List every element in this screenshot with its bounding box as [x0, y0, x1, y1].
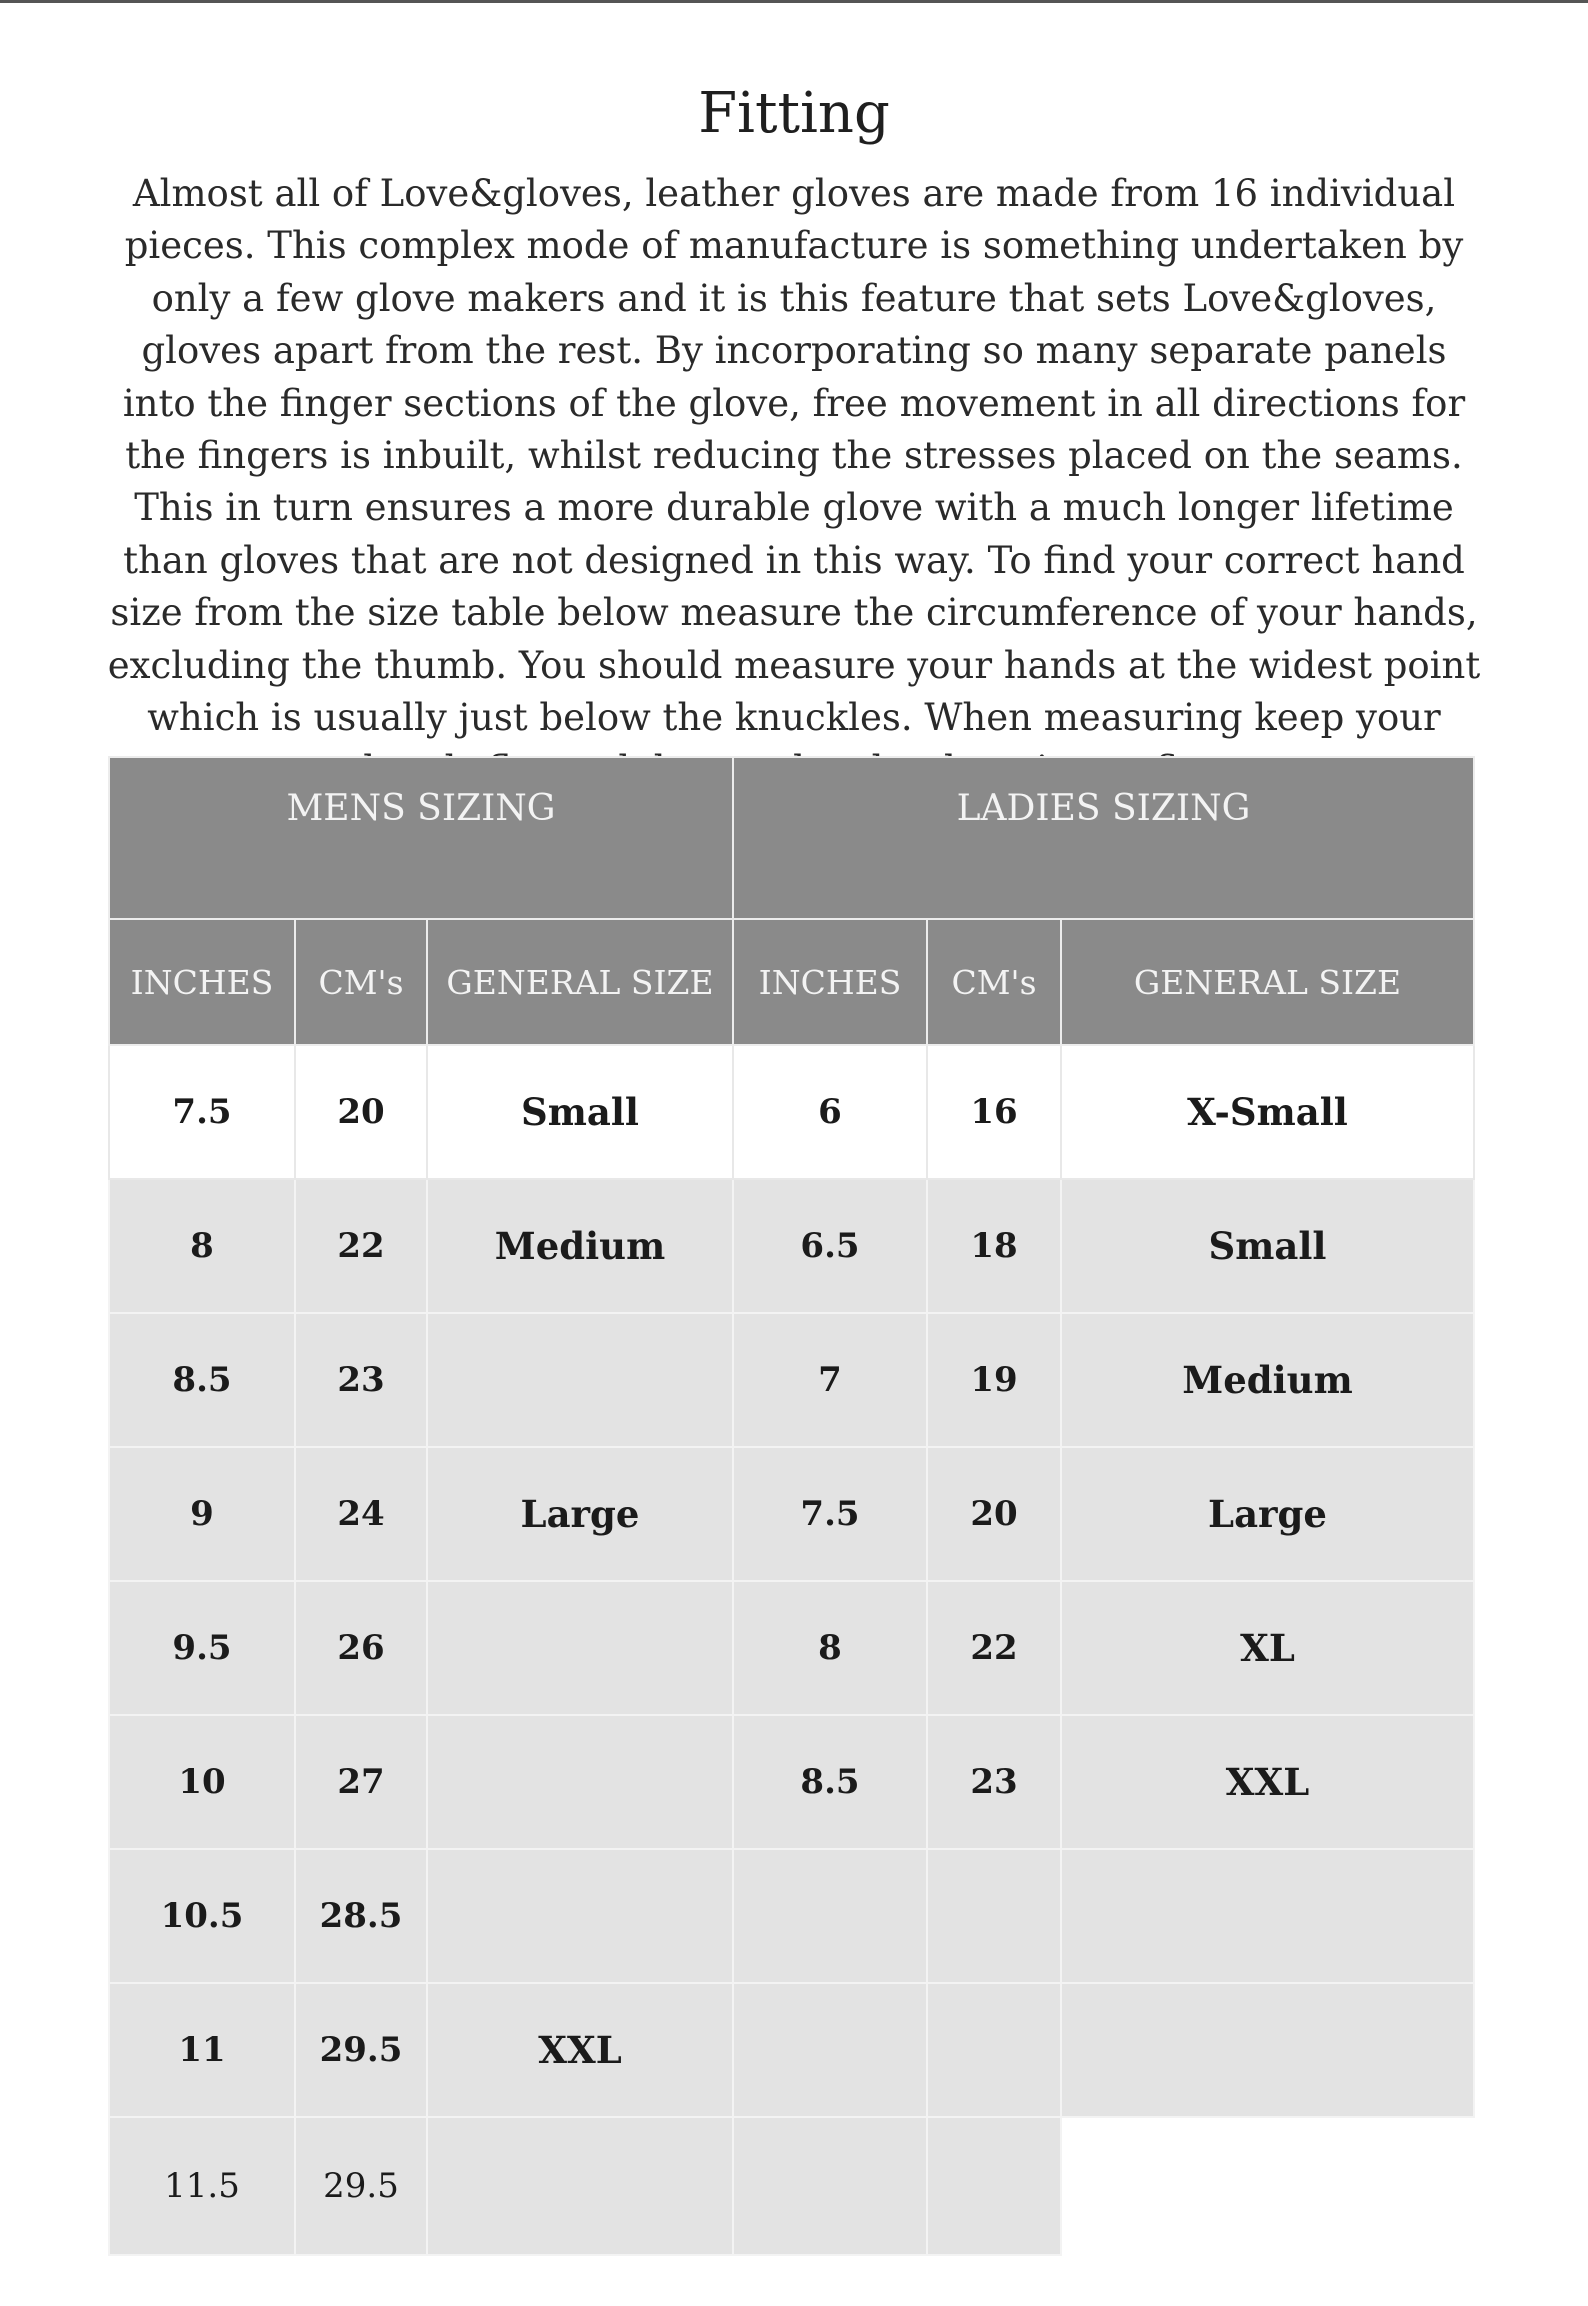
- ladies-inches-cell: [733, 1849, 927, 1983]
- mens-cms-cell: 20: [295, 1045, 427, 1179]
- mens-cms-header: CM's: [295, 919, 427, 1045]
- mens-cms-cell: 22: [295, 1179, 427, 1313]
- mens-general-size-cell: [427, 1313, 733, 1447]
- top-border-line: [0, 0, 1588, 3]
- table-row: [109, 1983, 1474, 2117]
- mens-inches-cell: 10: [109, 1715, 295, 1849]
- ladies-cms-cell: [927, 2117, 1061, 2255]
- ladies-inches-cell: [733, 1983, 927, 2117]
- ladies-cms-cell: [927, 1849, 1061, 1983]
- ladies-cms-header: CM's: [927, 919, 1061, 1045]
- mens-inches-cell: 10.5: [109, 1849, 295, 1983]
- mens-cms-cell: 23: [295, 1313, 427, 1447]
- mens-cms-cell: 29.5: [295, 1983, 427, 2117]
- mens-general-size-cell: [427, 1581, 733, 1715]
- size-table: [108, 756, 1475, 2256]
- ladies-general-size-header: GENERAL SIZE: [1061, 919, 1474, 1045]
- mens-inches-header: INCHES: [109, 919, 295, 1045]
- mens-general-size-cell: Small: [427, 1045, 733, 1179]
- ladies-general-size-cell: XXL: [1061, 1715, 1474, 1849]
- ladies-cms-cell: 20: [927, 1447, 1061, 1581]
- ladies-cms-cell: 18: [927, 1179, 1061, 1313]
- column-header-row: [109, 919, 1474, 1045]
- group-header-row: [109, 757, 1474, 919]
- mens-inches-cell: 11: [109, 1983, 295, 2117]
- ladies-cms-cell: [927, 1983, 1061, 2117]
- table-row: [109, 1179, 1474, 1313]
- table-row: [109, 1447, 1474, 1581]
- ladies-inches-cell: [733, 2117, 927, 2255]
- mens-inches-cell: 8: [109, 1179, 295, 1313]
- mens-inches-cell: 8.5: [109, 1313, 295, 1447]
- mens-general-size-cell: [427, 1715, 733, 1849]
- mens-inches-cell: 11.5: [109, 2117, 295, 2255]
- mens-cms-cell: 24: [295, 1447, 427, 1581]
- mens-cms-cell: 27: [295, 1715, 427, 1849]
- fitting-description: Almost all of Love&gloves, leather gloves are made from 16 individual pieces. This complex mode of manufacture is something undertaken by only a few glove makers and it is this feature that sets Love&gloves, gloves apart from the rest. By incorporating so many separate panels into the finger sections of the glove, free movement in all directions for the fingers is inbuilt, whilst reducing the stresses placed on the seams. This in turn ensures a more durable glove with a much longer lifetime than gloves that are not designed in this way. To find your correct hand size from the size table below measure the circumference of your hands, excluding the thumb. You should measure your hands at the widest point which is usually just below the knuckles. When measuring keep your: [107, 172, 1481, 740]
- mens-general-size-header: GENERAL SIZE: [427, 919, 733, 1045]
- table-row: [109, 2117, 1474, 2255]
- mens-general-size-cell: Medium: [427, 1179, 733, 1313]
- ladies-cms-cell: 23: [927, 1715, 1061, 1849]
- ladies-cms-cell: 19: [927, 1313, 1061, 1447]
- ladies-inches-cell: 7: [733, 1313, 927, 1447]
- ladies-general-size-cell: XL: [1061, 1581, 1474, 1715]
- ladies-general-size-cell: Medium: [1061, 1313, 1474, 1447]
- mens-general-size-cell: XXL: [427, 1983, 733, 2117]
- mens-cms-cell: 26: [295, 1581, 427, 1715]
- ladies-inches-header: INCHES: [733, 919, 927, 1045]
- table-row: [109, 1849, 1474, 1983]
- table-row: [109, 1715, 1474, 1849]
- ladies-general-size-cell: [1061, 1983, 1474, 2117]
- mens-inches-cell: 9.5: [109, 1581, 295, 1715]
- table-row: [109, 1581, 1474, 1715]
- ladies-inches-cell: 8: [733, 1581, 927, 1715]
- ladies-general-size-cell: [1061, 1849, 1474, 1983]
- mens-cms-cell: 28.5: [295, 1849, 427, 1983]
- mens-cms-cell: 29.5: [295, 2117, 427, 2255]
- mens-general-size-cell: [427, 2117, 733, 2255]
- ladies-sizing-heading: LADIES SIZING: [733, 757, 1474, 919]
- ladies-cms-cell: 22: [927, 1581, 1061, 1715]
- mens-sizing-heading: MENS SIZING: [109, 757, 733, 919]
- mens-general-size-cell: [427, 1849, 733, 1983]
- page-title: Fitting: [698, 81, 890, 146]
- ladies-inches-cell: 8.5: [733, 1715, 927, 1849]
- ladies-general-size-cell: Large: [1061, 1447, 1474, 1581]
- ladies-general-size-cell: X-Small: [1061, 1045, 1474, 1179]
- mens-inches-cell: 9: [109, 1447, 295, 1581]
- ladies-general-size-cell: Small: [1061, 1179, 1474, 1313]
- ladies-inches-cell: 7.5: [733, 1447, 927, 1581]
- ladies-inches-cell: 6: [733, 1045, 927, 1179]
- ladies-inches-cell: 6.5: [733, 1179, 927, 1313]
- mens-general-size-cell: Large: [427, 1447, 733, 1581]
- ladies-cms-cell: 16: [927, 1045, 1061, 1179]
- table-row: [109, 1313, 1474, 1447]
- mens-inches-cell: 7.5: [109, 1045, 295, 1179]
- table-row: [109, 1045, 1474, 1179]
- empty-cell: [1061, 2117, 1474, 2255]
